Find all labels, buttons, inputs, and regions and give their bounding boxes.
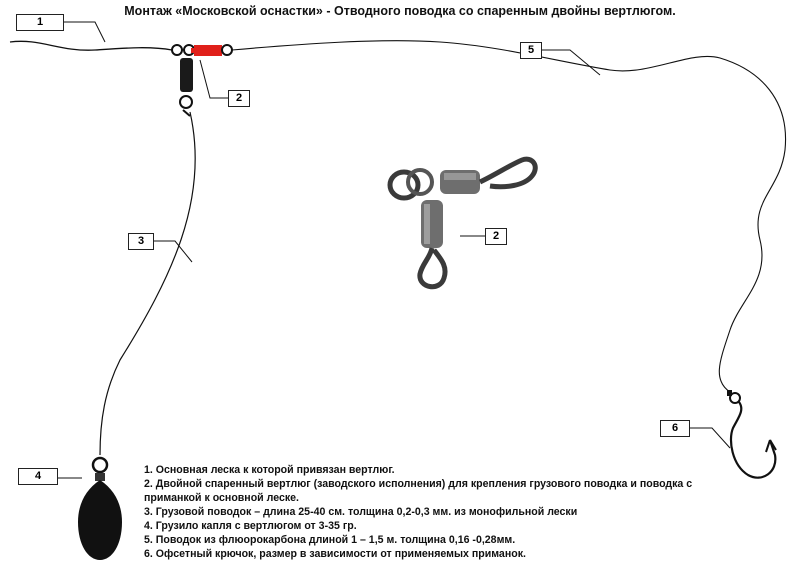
swivel-photo <box>390 159 535 287</box>
legend-item-6: 6. Офсетный крючок, размер в зависимости от применяемых приманок. <box>144 548 526 560</box>
legend-item-4: 4. Грузило капля с вертлюгом от 3-35 гр. <box>144 520 357 532</box>
callout-5: 5 <box>520 42 542 59</box>
legend-item-3: 3. Грузовой поводок – длина 25-40 см. толщина 0,2-0,3 мм. из монофильной лески <box>144 506 578 518</box>
legend-item-1: 1. Основная леска к которой привязан вертлюг. <box>144 464 395 476</box>
legend-item-2: 2. Двойной спаренный вертлюг (заводского исполнения) для крепления грузового поводка и поводка с <box>144 478 693 490</box>
legend <box>144 463 794 561</box>
sinker-weight <box>78 458 122 560</box>
weight-leader-line <box>100 112 195 455</box>
legend-item-5: 5. Поводок из флюорокарбона длиной 1 – 1,5 м. толщина 0,16 -0,28мм. <box>144 534 516 546</box>
callout-2-photo: 2 <box>485 228 507 245</box>
callout-1: 1 <box>16 14 64 31</box>
double-swivel-rig <box>172 45 232 116</box>
main-line <box>10 41 172 50</box>
callout-3: 3 <box>128 233 154 250</box>
diagram-title: Монтаж «Московской оснастки» - Отводного поводка со спаренным двойны вертлюгом. <box>124 4 676 18</box>
callout-4: 4 <box>18 468 58 485</box>
leader-line <box>232 41 786 392</box>
legend-item-2-cont: приманкой к основной леске. <box>144 492 300 504</box>
callout-6: 6 <box>660 420 690 437</box>
callout-2-rig: 2 <box>228 90 250 107</box>
